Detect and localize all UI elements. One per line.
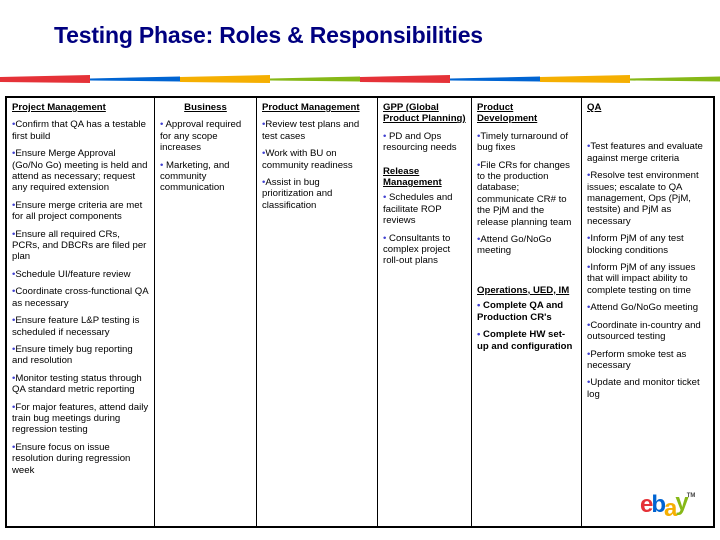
bullet-icon: • (383, 232, 390, 244)
column-product-management (257, 98, 378, 526)
list-item (587, 141, 708, 164)
item-list (477, 131, 576, 257)
bullet-icon: • (12, 315, 16, 327)
stripe-segment (360, 75, 450, 83)
list-item (12, 148, 149, 194)
bullet-icon: • (12, 286, 16, 298)
bullet-icon: • (12, 401, 16, 413)
list-item-text: Ensure all required CRs, PCRs, and DBCRs are filed per plan (12, 228, 147, 263)
bullet-icon: • (587, 302, 591, 314)
column-subheading: Operations, UED, IM (477, 284, 570, 296)
bullet-icon: • (160, 119, 166, 131)
bullet-icon: • (587, 233, 591, 245)
list-item-text: Approval required for any scope increases (160, 119, 242, 154)
list-item-text: Perform smoke test as necessary (587, 348, 687, 371)
item-list (262, 119, 372, 211)
list-item (383, 131, 466, 154)
list-item-text: Update and monitor ticket log (587, 377, 700, 400)
list-item-text: Ensure timely bug reporting and resolution (12, 343, 133, 367)
list-item (477, 160, 576, 228)
list-item (12, 286, 149, 309)
bullet-icon: • (477, 159, 481, 171)
list-item (160, 160, 251, 194)
list-item-text: Coordinate cross-functional QA as necessary (12, 286, 149, 309)
list-item (262, 148, 372, 171)
list-item (587, 377, 708, 400)
list-item (477, 300, 576, 323)
column-business (155, 98, 257, 526)
column-product-development (472, 98, 582, 526)
item-list (587, 141, 708, 400)
stripe-segment (630, 77, 720, 82)
list-item-text: File CRs for changes to the production database; communicate CR# to the PjM and the release planning team (477, 159, 572, 228)
list-item-text: Coordinate in-country and outsourced testing (587, 319, 701, 343)
bullet-icon: • (262, 119, 266, 131)
list-item (262, 119, 372, 142)
column-heading: Product Development (477, 102, 538, 125)
logo-letter: b (651, 491, 665, 518)
column-heading: Product Management (262, 102, 360, 113)
bullet-icon: • (587, 170, 591, 182)
list-item (12, 373, 149, 396)
list-item-text: Assist in bug prioritization and classification (262, 177, 333, 211)
column-heading: GPP (Global Product Planning) (383, 102, 466, 125)
list-item (12, 344, 149, 367)
list-item (477, 131, 576, 154)
list-item (12, 442, 149, 476)
stripe-segment (270, 77, 360, 82)
bullet-icon: • (477, 329, 484, 341)
list-item-text: Inform PjM of any test blocking conditions (587, 233, 684, 256)
list-item-text: Complete QA and Production CR's (477, 300, 564, 323)
bullet-icon: • (477, 234, 481, 246)
item-list (12, 119, 149, 476)
bullet-icon: • (12, 228, 16, 240)
list-item (12, 229, 149, 263)
item-list (477, 300, 576, 352)
list-item-text: Test features and evaluate against merge criteria (587, 141, 703, 164)
bullet-icon: • (12, 268, 16, 280)
list-item (383, 192, 466, 226)
item-list (383, 192, 466, 266)
column-heading: QA (587, 102, 602, 113)
list-item (12, 119, 149, 142)
list-item (587, 302, 708, 313)
color-stripe (0, 73, 720, 85)
list-item-text: Work with BU on community readiness (262, 148, 353, 171)
list-item-text: For major features, attend daily train bug meetings during regression testing (12, 401, 149, 436)
column-subheading: Release Management (383, 165, 442, 189)
list-item (477, 329, 576, 352)
list-item (587, 170, 708, 227)
list-item-text: Confirm that QA has a testable first build (12, 119, 147, 142)
list-item (587, 233, 708, 256)
list-item-text: Resolve test environment issues; escalate to QA management, Ops (PjM, testsite) and PjM as necessary (587, 170, 699, 227)
stripe-segment (180, 75, 270, 83)
list-item-text: PD and Ops resourcing needs (383, 130, 457, 154)
list-item-text: Complete HW set-up and configuration (477, 329, 573, 352)
column-project-management (7, 98, 155, 526)
slide-title: Testing Phase: Roles & Responsibilities (54, 22, 483, 48)
list-item-text: Marketing, and community communication (160, 159, 230, 194)
stripe-segment (90, 77, 180, 82)
item-list (160, 119, 251, 193)
stripe-segment (0, 75, 90, 83)
logo-letter: y (675, 489, 687, 516)
list-item-text: Ensure Merge Approval (Go/No Go) meeting is held and attend as necessary; request any required extension (12, 148, 148, 194)
list-item (587, 320, 708, 343)
logo-letter: a (664, 495, 676, 522)
list-item (587, 349, 708, 372)
bullet-icon: • (12, 148, 16, 160)
list-item (477, 234, 576, 257)
bullet-icon: • (12, 199, 16, 211)
bullet-icon: • (383, 130, 390, 142)
list-item-text: Monitor testing status through QA standard metric reporting (12, 372, 142, 396)
list-item-text: Timely turnaround of bug fixes (477, 130, 568, 154)
list-item-text: Schedules and facilitate ROP reviews (383, 192, 453, 227)
roles-table (5, 96, 715, 528)
list-item (160, 119, 251, 153)
list-item-text: Ensure merge criteria are met for all project components (12, 199, 143, 223)
list-item-text: Attend Go/NoGo meeting (477, 234, 552, 257)
list-item (587, 262, 708, 296)
list-item (262, 177, 372, 211)
bullet-icon: • (587, 348, 591, 360)
bullet-icon: • (12, 372, 16, 384)
list-item-text: Inform PjM of any issues that will impact ability to complete testing on time (587, 262, 696, 296)
stripe-segment (540, 75, 630, 83)
bullet-icon: • (160, 159, 167, 171)
bullet-icon: • (587, 319, 591, 331)
list-item (12, 402, 149, 436)
list-item (383, 233, 466, 267)
list-item-text: Ensure focus on issue resolution during regression week (12, 441, 131, 476)
stripe-segment (450, 77, 540, 82)
bullet-icon: • (12, 119, 16, 131)
list-item-text: Schedule UI/feature review (15, 268, 131, 280)
bullet-icon: • (587, 262, 591, 274)
list-item-text: Consultants to complex project roll-out plans (383, 232, 451, 267)
column-qa (582, 98, 713, 526)
bullet-icon: • (12, 343, 16, 355)
bullet-icon: • (383, 192, 390, 204)
ebay-logo: ebay™ (640, 489, 696, 522)
list-item (12, 269, 149, 280)
logo-letter: e (640, 491, 652, 518)
list-item (12, 200, 149, 223)
list-item-text: Review test plans and test cases (262, 119, 360, 142)
bullet-icon: • (12, 441, 16, 453)
bullet-icon: • (262, 177, 266, 189)
list-item-text: Attend Go/NoGo meeting (590, 302, 699, 314)
bullet-icon: • (587, 377, 591, 389)
list-item-text: Ensure feature L&P testing is scheduled if necessary (12, 315, 140, 338)
list-item (12, 315, 149, 338)
bullet-icon: • (587, 141, 591, 153)
bullet-icon: • (262, 148, 266, 160)
bullet-icon: • (477, 130, 481, 142)
item-list (383, 131, 466, 154)
bullet-icon: • (477, 300, 484, 312)
column-gpp (378, 98, 472, 526)
column-heading: Business (184, 102, 227, 113)
column-heading: Project Management (12, 102, 106, 113)
